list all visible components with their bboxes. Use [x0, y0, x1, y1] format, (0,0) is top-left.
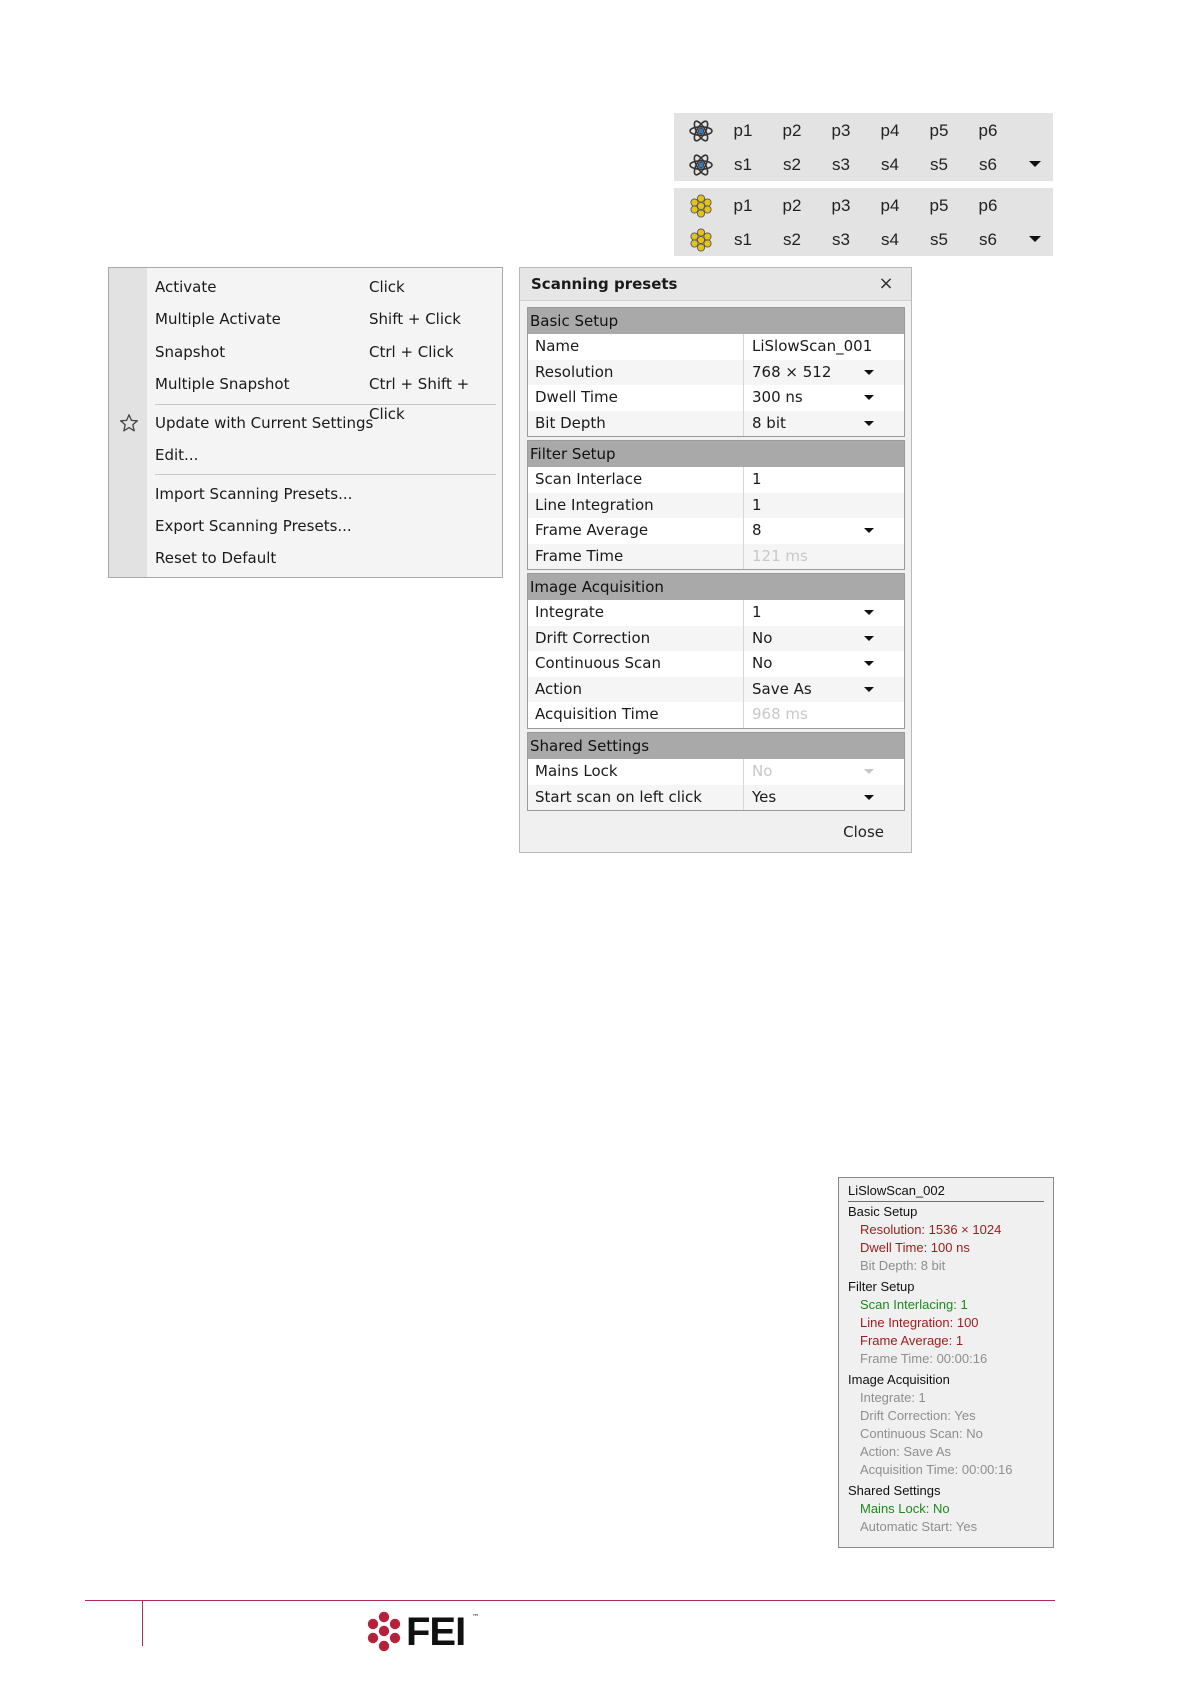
property-row-name	[528, 334, 904, 360]
scan-interlace-input[interactable]: 1	[743, 467, 904, 493]
menu-item-multiple-activate[interactable]	[147, 304, 502, 334]
property-label: Frame Average	[535, 521, 649, 539]
section-header: Shared Settings	[528, 733, 904, 759]
property-label: Integrate	[535, 603, 605, 621]
property-row-start-scan-on-left-click	[528, 785, 904, 811]
close-icon[interactable]: ×	[878, 273, 894, 294]
snapshot-button-s6[interactable]: s6	[979, 155, 997, 174]
snapshot-button-s5[interactable]: s5	[930, 155, 948, 174]
tooltip-group-header: Shared Settings	[848, 1483, 941, 1498]
chevron-down-icon[interactable]	[864, 421, 874, 426]
chevron-down-icon[interactable]	[864, 636, 874, 641]
preset-row	[674, 113, 1053, 147]
property-row-action	[528, 677, 904, 703]
menu-item-shortcut: Shift + Click	[369, 310, 461, 328]
section-basic-setup	[527, 307, 905, 437]
footer-tick	[142, 1601, 143, 1646]
menu-item-import-scanning-presets[interactable]	[147, 479, 502, 509]
property-row-continuous-scan	[528, 651, 904, 677]
tooltip-group-header: Image Acquisition	[848, 1372, 950, 1387]
name-input[interactable]: LiSlowScan_001	[743, 334, 904, 360]
preset-button-p6[interactable]: p6	[978, 196, 998, 215]
footer-rule	[85, 1600, 1055, 1601]
snapshot-button-s1[interactable]: s1	[734, 230, 752, 249]
property-label: Name	[535, 337, 580, 355]
snapshot-button-s3[interactable]: s3	[832, 230, 850, 249]
cluster-icon[interactable]	[688, 193, 714, 219]
chevron-down-icon[interactable]	[864, 661, 874, 666]
tooltip-item: Frame Time: 00:00:16	[860, 1351, 988, 1366]
preset-button-p1[interactable]: p1	[733, 196, 753, 215]
section-filter-setup	[527, 440, 905, 570]
menu-item-reset-to-default[interactable]	[147, 543, 502, 573]
chevron-down-icon[interactable]	[864, 370, 874, 375]
dwell-time-select[interactable]: 300 ns	[743, 385, 904, 411]
menu-item-shortcut: Click	[369, 278, 405, 296]
section-header: Image Acquisition	[528, 574, 904, 600]
snapshot-button-s5[interactable]: s5	[930, 230, 948, 249]
property-label: Action	[535, 679, 582, 698]
chevron-down-icon[interactable]	[864, 528, 874, 533]
bit-depth-select[interactable]: 8 bit	[743, 411, 904, 437]
preset-row	[674, 188, 1053, 222]
property-row-acquisition-time	[528, 702, 904, 728]
menu-item-snapshot[interactable]	[147, 337, 502, 367]
property-row-bit-depth	[528, 411, 904, 437]
snapshot-button-s2[interactable]: s2	[783, 155, 801, 174]
property-label: Acquisition Time	[535, 705, 659, 723]
tooltip-item: Acquisition Time: 00:00:16	[860, 1462, 1013, 1477]
chevron-down-icon[interactable]	[864, 687, 874, 692]
menu-item-export-scanning-presets[interactable]	[147, 511, 502, 541]
preset-button-p5[interactable]: p5	[929, 121, 949, 140]
tooltip-item: Automatic Start: Yes	[860, 1519, 978, 1534]
preset-button-p2[interactable]: p2	[782, 196, 802, 215]
menu-item-shortcut: Ctrl + Shift + Click	[369, 375, 470, 423]
preset-button-p4[interactable]: p4	[880, 121, 900, 140]
menu-item-label: Activate	[155, 278, 217, 296]
property-label: Drift Correction	[535, 628, 651, 647]
tooltip-item: Mains Lock: No	[860, 1501, 950, 1516]
snapshot-button-s2[interactable]: s2	[783, 230, 801, 249]
property-label: Start scan on left click	[535, 787, 702, 806]
line-integration-input[interactable]: 1	[743, 493, 904, 519]
scanning-presets-dialog	[519, 267, 912, 853]
section-header: Basic Setup	[528, 308, 904, 334]
acquisition-time-value: 968 ms	[743, 702, 904, 728]
cluster-icon[interactable]	[688, 227, 714, 253]
tooltip-group-header: Basic Setup	[848, 1204, 918, 1219]
property-label: Scan Interlace	[535, 470, 643, 488]
property-row-line-integration	[528, 493, 904, 519]
fei-logo-mark	[362, 1611, 406, 1653]
property-label: Continuous Scan	[535, 654, 661, 672]
preset-button-p3[interactable]: p3	[831, 196, 851, 215]
tooltip-item: Line Integration: 100	[860, 1315, 979, 1330]
preset-button-p6[interactable]: p6	[978, 121, 998, 140]
logo-wordmark: FEI	[406, 1610, 466, 1654]
preset-toolbar-cluster	[674, 188, 1053, 256]
atom-icon[interactable]	[688, 118, 714, 144]
menu-item-label: Export Scanning Presets...	[155, 517, 352, 535]
tooltip-item: Continuous Scan: No	[860, 1426, 983, 1441]
snapshot-row	[674, 222, 1053, 256]
property-row-frame-average	[528, 518, 904, 544]
property-row-frame-time	[528, 544, 904, 570]
start-scan-select[interactable]: Yes	[743, 785, 904, 811]
snapshot-button-s3[interactable]: s3	[832, 155, 850, 174]
snapshot-button-s1[interactable]: s1	[734, 155, 752, 174]
property-label: Bit Depth	[535, 413, 606, 432]
tooltip-item: Resolution: 1536 × 1024	[860, 1222, 1002, 1237]
preset-context-menu	[108, 267, 503, 578]
snapshot-button-s6[interactable]: s6	[979, 230, 997, 249]
tooltip-group-header: Filter Setup	[848, 1279, 915, 1294]
preset-toolbar-atom	[674, 113, 1053, 181]
menu-item-shortcut: Ctrl + Click	[369, 343, 454, 361]
preset-button-p3[interactable]: p3	[831, 121, 851, 140]
menu-separator	[155, 474, 496, 475]
menu-item-label: Edit...	[155, 446, 199, 464]
action-select[interactable]: Save As	[743, 677, 904, 703]
preset-button-p5[interactable]: p5	[929, 196, 949, 215]
property-label: Mains Lock	[535, 762, 618, 780]
menu-item-update-with-current-settings[interactable]	[147, 408, 502, 438]
chevron-down-icon[interactable]	[864, 610, 874, 615]
drift-correction-select[interactable]: No	[743, 626, 904, 652]
tooltip-divider	[848, 1201, 1044, 1202]
property-row-resolution	[528, 360, 904, 386]
property-label: Line Integration	[535, 495, 654, 514]
menu-item-label: Update with Current Settings	[155, 414, 374, 432]
atom-icon[interactable]	[688, 152, 714, 178]
trademark-mark: ™	[472, 1613, 479, 1621]
chevron-down-icon	[864, 769, 874, 774]
section-image-acquisition	[527, 573, 905, 729]
menu-item-label: Import Scanning Presets...	[155, 485, 353, 503]
snapshot-button-s4[interactable]: s4	[881, 230, 899, 249]
menu-item-label: Snapshot	[155, 343, 226, 361]
property-label: Resolution	[535, 362, 614, 381]
menu-separator	[155, 404, 496, 405]
chevron-down-icon[interactable]	[1029, 236, 1041, 242]
property-row-mains-lock	[528, 759, 904, 785]
tooltip-item: Frame Average: 1	[860, 1333, 964, 1348]
tooltip-item: Dwell Time: 100 ns	[860, 1240, 970, 1255]
preset-button-p4[interactable]: p4	[880, 196, 900, 215]
integrate-select[interactable]: 1	[743, 600, 904, 626]
chevron-down-icon[interactable]	[864, 395, 874, 400]
frame-time-value: 121 ms	[743, 544, 904, 570]
preset-button-p2[interactable]: p2	[782, 121, 802, 140]
dialog-title: Scanning presets	[520, 268, 911, 301]
property-row-integrate	[528, 600, 904, 626]
continuous-scan-select[interactable]: No	[743, 651, 904, 677]
property-row-drift-correction	[528, 626, 904, 652]
preset-tooltip	[838, 1177, 1054, 1548]
frame-average-select[interactable]: 8	[743, 518, 904, 544]
tooltip-title: LiSlowScan_002	[848, 1183, 945, 1198]
snapshot-row	[674, 147, 1053, 181]
star-icon	[119, 413, 139, 433]
snapshot-button-s4[interactable]: s4	[881, 155, 899, 174]
section-header: Filter Setup	[528, 441, 904, 467]
menu-item-label: Multiple Snapshot	[155, 375, 290, 393]
close-button[interactable]: Close	[843, 823, 884, 841]
tooltip-item: Scan Interlacing: 1	[860, 1297, 968, 1312]
menu-item-edit[interactable]	[147, 440, 502, 470]
chevron-down-icon[interactable]	[1029, 161, 1041, 167]
property-label: Dwell Time	[535, 388, 618, 406]
property-row-dwell-time	[528, 385, 904, 411]
fei-logo	[362, 1611, 478, 1653]
property-label: Frame Time	[535, 546, 624, 565]
property-row-scan-interlace	[528, 467, 904, 493]
mains-lock-select: No	[743, 759, 904, 785]
preset-button-p1[interactable]: p1	[733, 121, 753, 140]
tooltip-item: Integrate: 1	[860, 1390, 926, 1405]
resolution-select[interactable]: 768 × 512	[743, 360, 904, 386]
section-shared-settings	[527, 732, 905, 811]
tooltip-item: Action: Save As	[860, 1444, 952, 1459]
tooltip-item: Bit Depth: 8 bit	[860, 1258, 946, 1273]
menu-item-label: Reset to Default	[155, 549, 277, 567]
chevron-down-icon[interactable]	[864, 795, 874, 800]
tooltip-item: Drift Correction: Yes	[860, 1408, 976, 1423]
menu-item-label: Multiple Activate	[155, 310, 281, 328]
menu-item-activate[interactable]	[147, 272, 502, 302]
